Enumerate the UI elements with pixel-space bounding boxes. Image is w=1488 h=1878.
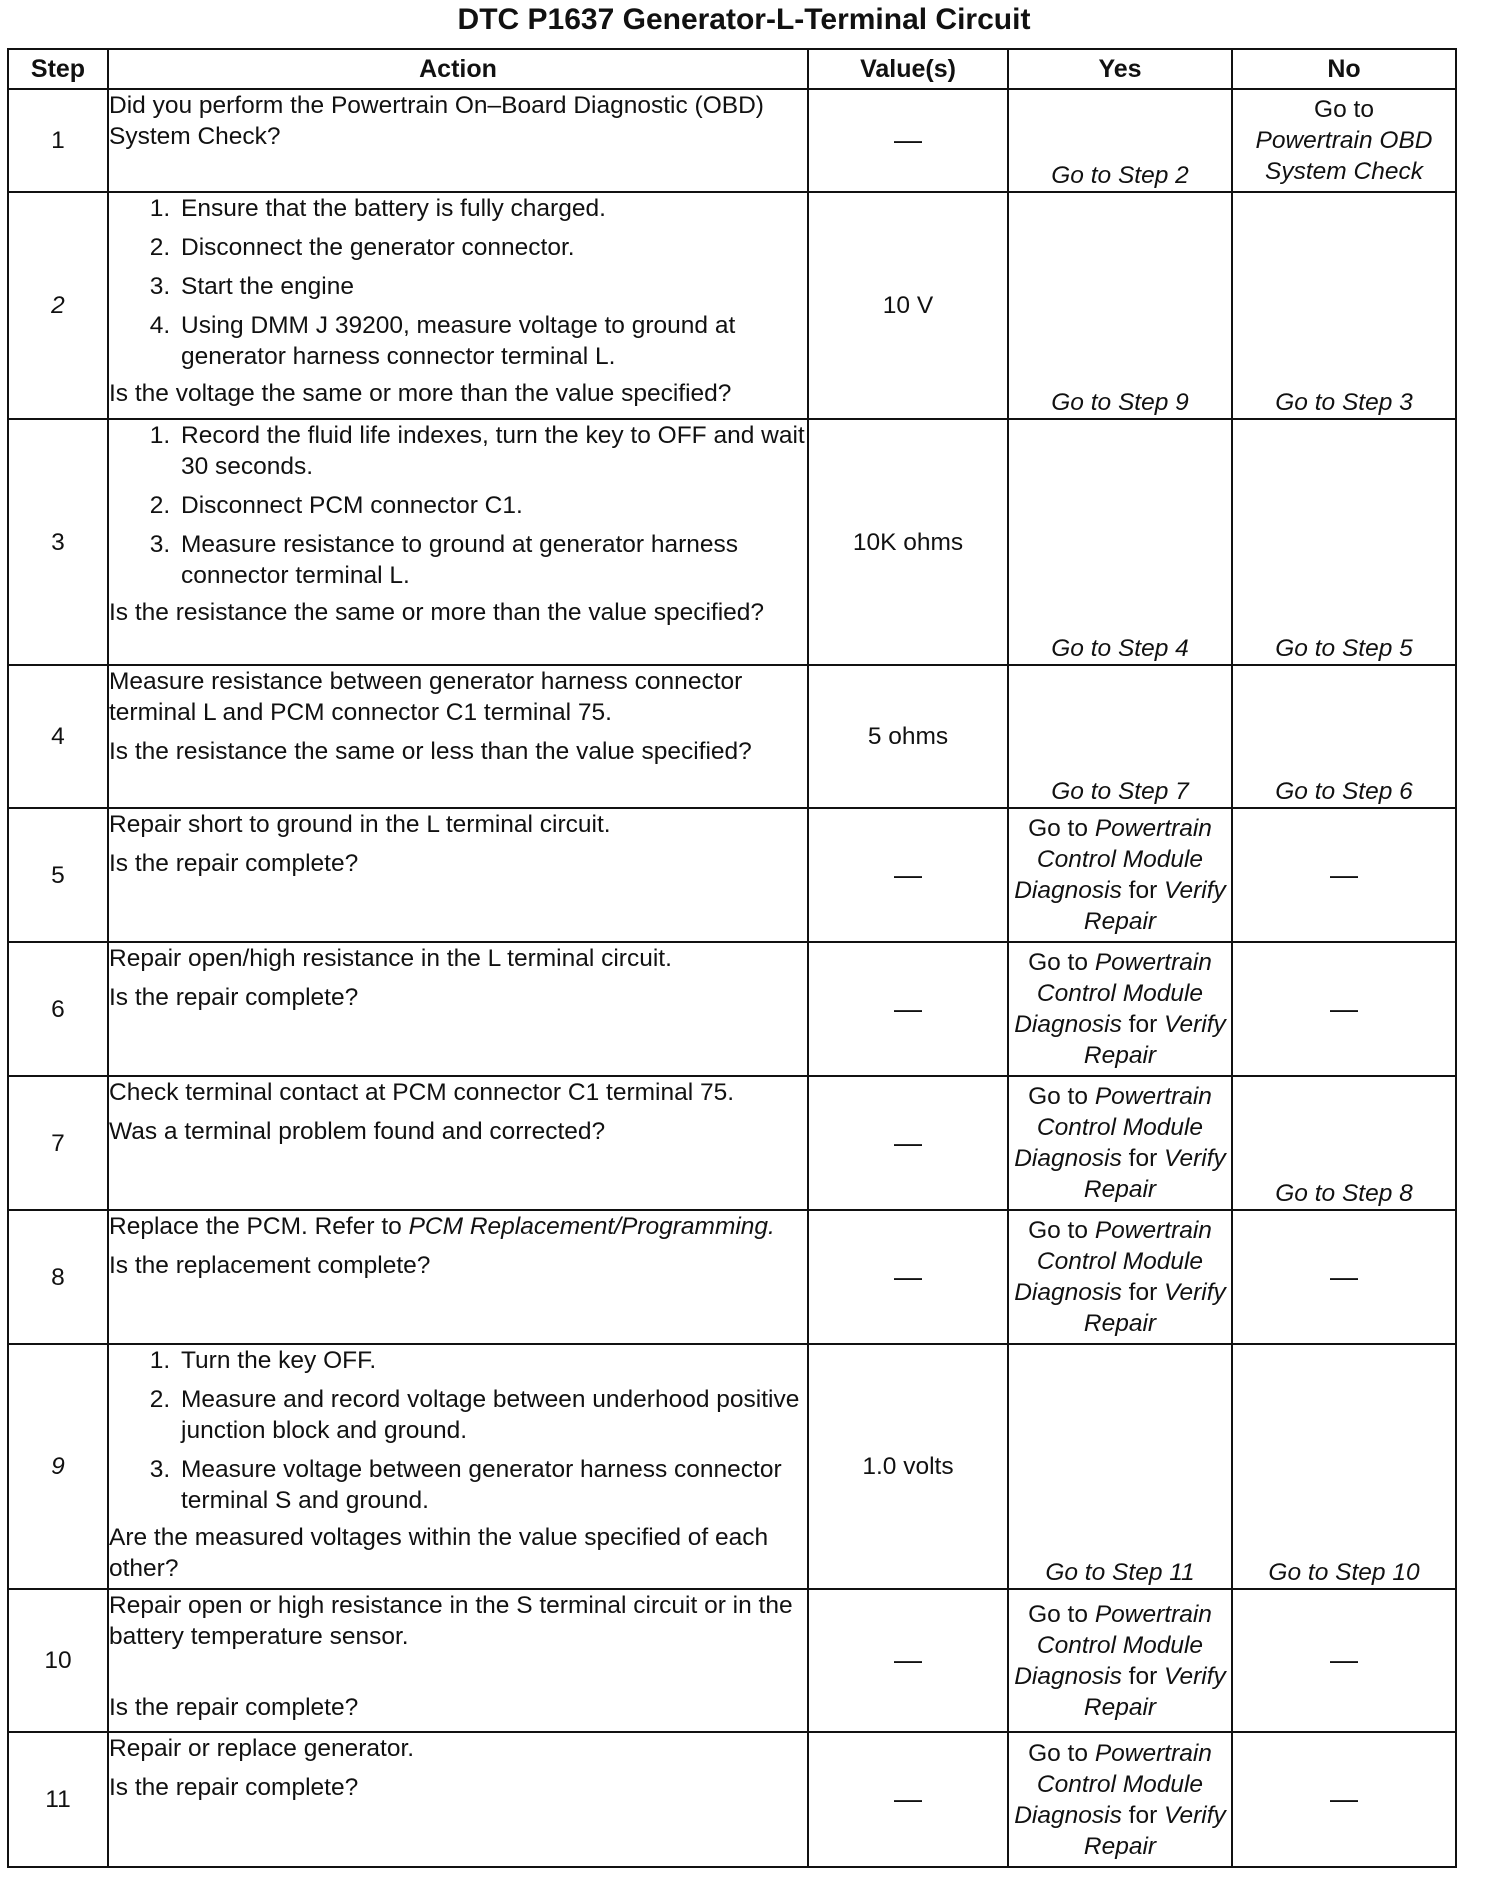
action-text: Repair or replace generator. xyxy=(109,1735,415,1762)
action-cell xyxy=(108,808,808,942)
step-number: 7 xyxy=(8,1076,108,1210)
no-text: — xyxy=(1330,1644,1358,1675)
yes-for: for xyxy=(1128,1145,1158,1172)
table-row-step-8 xyxy=(8,1210,1456,1344)
value-cell: 10K ohms xyxy=(808,419,1008,665)
yes-link-verify[interactable]: Verify Repair xyxy=(1083,1011,1226,1069)
step-number: 5 xyxy=(8,808,108,942)
no-cell xyxy=(1232,1210,1456,1344)
no-link[interactable]: Go to Step 3 xyxy=(1275,389,1413,416)
yes-link[interactable]: Go to Step 2 xyxy=(1051,162,1189,189)
yes-link[interactable]: Go to Step 11 xyxy=(1045,1559,1195,1586)
yes-cell xyxy=(1008,1210,1232,1344)
yes-cell xyxy=(1008,1076,1232,1210)
no-cell xyxy=(1232,1589,1456,1732)
step-number: 10 xyxy=(8,1589,108,1732)
action-text: Repair short to ground in the L terminal circuit. xyxy=(109,811,611,838)
action-question: Is the repair complete? xyxy=(109,1694,359,1721)
action-text: Repair open or high resistance in the S terminal circuit or in the battery temperature sensor. xyxy=(109,1592,793,1650)
no-cell xyxy=(1232,192,1456,419)
yes-for: for xyxy=(1128,1011,1158,1038)
yes-for: for xyxy=(1128,1279,1158,1306)
action-text: Repair open/high resistance in the L terminal circuit. xyxy=(109,945,672,972)
action-cell xyxy=(108,419,808,665)
action-text xyxy=(109,1211,807,1242)
action-question: Is the repair complete? xyxy=(109,984,359,1011)
no-cell xyxy=(1232,942,1456,1076)
yes-link-verify[interactable]: Verify Repair xyxy=(1083,877,1226,935)
yes-prefix: Go to xyxy=(1028,949,1088,976)
action-list-item: 2. Disconnect the generator connector. xyxy=(177,232,807,263)
header-row xyxy=(8,49,1456,89)
action-list-item: 1. Record the fluid life indexes, turn the key to OFF and wait 30 seconds. xyxy=(177,420,807,482)
action-list xyxy=(109,1345,807,1516)
action-list-item: 1. Ensure that the battery is fully charged. xyxy=(177,193,807,224)
no-text: — xyxy=(1330,992,1358,1024)
yes-cell xyxy=(1008,942,1232,1076)
table-row-step-4 xyxy=(8,665,1456,808)
action-cell xyxy=(108,1344,808,1589)
yes-for: for xyxy=(1128,877,1158,904)
action-question: Are the measured voltages within the value specified of each other? xyxy=(109,1524,769,1582)
no-cell xyxy=(1232,419,1456,665)
value-text: — xyxy=(894,992,922,1024)
yes-cell xyxy=(1008,192,1232,419)
value-cell: 5 ohms xyxy=(808,665,1008,808)
value-cell xyxy=(808,942,1008,1076)
value-text: — xyxy=(894,124,922,155)
yes-prefix: Go to xyxy=(1028,1600,1088,1628)
no-text: — xyxy=(1330,1260,1358,1292)
action-list-item: 4. Using DMM J 39200, measure voltage to ground at generator harness connector terminal L. xyxy=(177,310,807,372)
action-text: Check terminal contact at PCM connector C1 terminal 75. xyxy=(109,1079,735,1106)
value-text: — xyxy=(894,1126,922,1158)
table-row-step-2 xyxy=(8,192,1456,419)
yes-cell xyxy=(1008,665,1232,808)
table-row-step-10 xyxy=(8,1589,1456,1732)
action-question: Is the resistance the same or less than the value specified? xyxy=(109,738,752,765)
step-number: 9 xyxy=(8,1344,108,1589)
step-number: 11 xyxy=(8,1732,108,1867)
table-row-step-6 xyxy=(8,942,1456,1076)
action-list xyxy=(109,193,807,372)
value-cell xyxy=(808,1210,1008,1344)
action-prefix: Replace the PCM. Refer to xyxy=(109,1213,402,1240)
value-cell xyxy=(808,89,1008,192)
action-list xyxy=(109,420,807,591)
document-title: DTC P1637 Generator-L-Terminal Circuit xyxy=(457,3,1031,36)
no-link[interactable]: Go to Step 6 xyxy=(1275,778,1413,805)
yes-link[interactable]: Go to Step 4 xyxy=(1051,635,1189,662)
no-cell xyxy=(1232,808,1456,942)
yes-cell xyxy=(1008,808,1232,942)
no-cell xyxy=(1232,1076,1456,1210)
table-row-step-5 xyxy=(8,808,1456,942)
action-cell xyxy=(108,1076,808,1210)
table-row-step-7 xyxy=(8,1076,1456,1210)
yes-prefix: Go to xyxy=(1028,1739,1088,1767)
action-cell xyxy=(108,1210,808,1344)
no-link[interactable]: Go to Step 8 xyxy=(1275,1180,1413,1207)
value-cell: 10 V xyxy=(808,192,1008,419)
action-text: Did you perform the Powertrain On–Board Diagnostic (OBD) System Check? xyxy=(109,92,764,150)
no-link[interactable]: Go to Step 10 xyxy=(1268,1559,1420,1586)
action-reference-link[interactable]: PCM Replacement/Programming. xyxy=(408,1213,775,1240)
yes-link[interactable]: Powertrain Control Module Diagnosis xyxy=(1014,815,1212,904)
no-text: — xyxy=(1330,1783,1358,1814)
yes-prefix: Go to xyxy=(1028,1083,1088,1110)
value-cell: 1.0 volts xyxy=(808,1344,1008,1589)
yes-link[interactable]: Powertrain Control Module Diagnosis xyxy=(1014,1217,1212,1306)
action-question: Was a terminal problem found and corrected? xyxy=(109,1118,606,1145)
value-text: — xyxy=(894,1644,922,1675)
action-question: Is the repair complete? xyxy=(109,850,359,877)
action-question: Is the voltage the same or more than the value specified? xyxy=(109,380,732,407)
action-cell xyxy=(108,665,808,808)
action-text: Measure resistance between generator harness connector terminal L and PCM connector C1 terminal 75. xyxy=(109,668,743,726)
action-cell xyxy=(108,1732,808,1867)
value-text: — xyxy=(894,858,922,890)
step-number: 4 xyxy=(8,665,108,808)
action-question: Is the replacement complete? xyxy=(109,1252,431,1279)
yes-link-verify[interactable]: Verify Repair xyxy=(1083,1801,1226,1860)
action-list-item: 1. Turn the key OFF. xyxy=(177,1345,807,1376)
no-cell xyxy=(1232,1344,1456,1589)
table-row-step-9 xyxy=(8,1344,1456,1589)
value-cell xyxy=(808,1732,1008,1867)
yes-for: for xyxy=(1128,1801,1158,1829)
header-no: No xyxy=(1232,49,1456,89)
yes-prefix: Go to xyxy=(1028,1217,1088,1244)
value-cell xyxy=(808,808,1008,942)
action-list-item: 2. Measure and record voltage between underhood positive junction block and ground. xyxy=(177,1384,807,1446)
header-values: Value(s) xyxy=(808,49,1008,89)
no-link[interactable]: Go to Step 5 xyxy=(1275,635,1413,662)
action-question: Is the repair complete? xyxy=(109,1774,359,1801)
action-list-item: 3. Measure resistance to ground at generator harness connector terminal L. xyxy=(177,529,807,591)
action-cell xyxy=(108,1589,808,1732)
no-link[interactable]: Powertrain OBD System Check xyxy=(1255,127,1433,185)
action-cell xyxy=(108,89,808,192)
step-number: 1 xyxy=(8,89,108,192)
yes-link-verify[interactable]: Verify Repair xyxy=(1083,1145,1226,1203)
yes-cell xyxy=(1008,89,1232,192)
value-cell xyxy=(808,1076,1008,1210)
table-row-step-11 xyxy=(8,1732,1456,1867)
header-action: Action xyxy=(108,49,808,89)
table-row-step-1 xyxy=(8,89,1456,192)
yes-link[interactable]: Powertrain Control Module Diagnosis xyxy=(1014,1083,1212,1172)
yes-link[interactable]: Go to Step 7 xyxy=(1051,778,1189,805)
value-text: — xyxy=(894,1783,922,1814)
yes-link-verify[interactable]: Verify Repair xyxy=(1083,1662,1226,1721)
yes-link-verify[interactable]: Verify Repair xyxy=(1083,1279,1226,1337)
header-step: Step xyxy=(8,49,108,89)
yes-link[interactable]: Go to Step 9 xyxy=(1051,389,1189,416)
yes-cell xyxy=(1008,1732,1232,1867)
yes-link[interactable]: Powertrain Control Module Diagnosis xyxy=(1014,949,1212,1038)
table-row-step-3 xyxy=(8,419,1456,665)
step-number: 8 xyxy=(8,1210,108,1344)
yes-for: for xyxy=(1128,1662,1158,1690)
action-cell xyxy=(108,192,808,419)
action-list-item: 3. Start the engine xyxy=(177,271,807,302)
yes-cell xyxy=(1008,1344,1232,1589)
action-list-item: 2. Disconnect PCM connector C1. xyxy=(177,490,807,521)
yes-cell xyxy=(1008,419,1232,665)
value-cell xyxy=(808,1589,1008,1732)
no-cell xyxy=(1232,1732,1456,1867)
yes-link[interactable]: Powertrain Control Module Diagnosis xyxy=(1014,1739,1212,1829)
step-number: 2 xyxy=(8,192,108,419)
yes-prefix: Go to xyxy=(1028,815,1088,842)
action-list-item: 3. Measure voltage between generator harness connector terminal S and ground. xyxy=(177,1454,807,1516)
no-cell xyxy=(1232,89,1456,192)
header-yes: Yes xyxy=(1008,49,1232,89)
action-question: Is the resistance the same or more than the value specified? xyxy=(109,599,765,626)
no-text: — xyxy=(1330,858,1358,890)
yes-link[interactable]: Powertrain Control Module Diagnosis xyxy=(1014,1600,1212,1690)
no-prefix: Go to xyxy=(1314,96,1374,123)
diagnostic-table xyxy=(7,48,1457,1868)
action-cell xyxy=(108,942,808,1076)
step-number: 3 xyxy=(8,419,108,665)
yes-cell xyxy=(1008,1589,1232,1732)
no-cell xyxy=(1232,665,1456,808)
value-text: — xyxy=(894,1260,922,1292)
step-number: 6 xyxy=(8,942,108,1076)
